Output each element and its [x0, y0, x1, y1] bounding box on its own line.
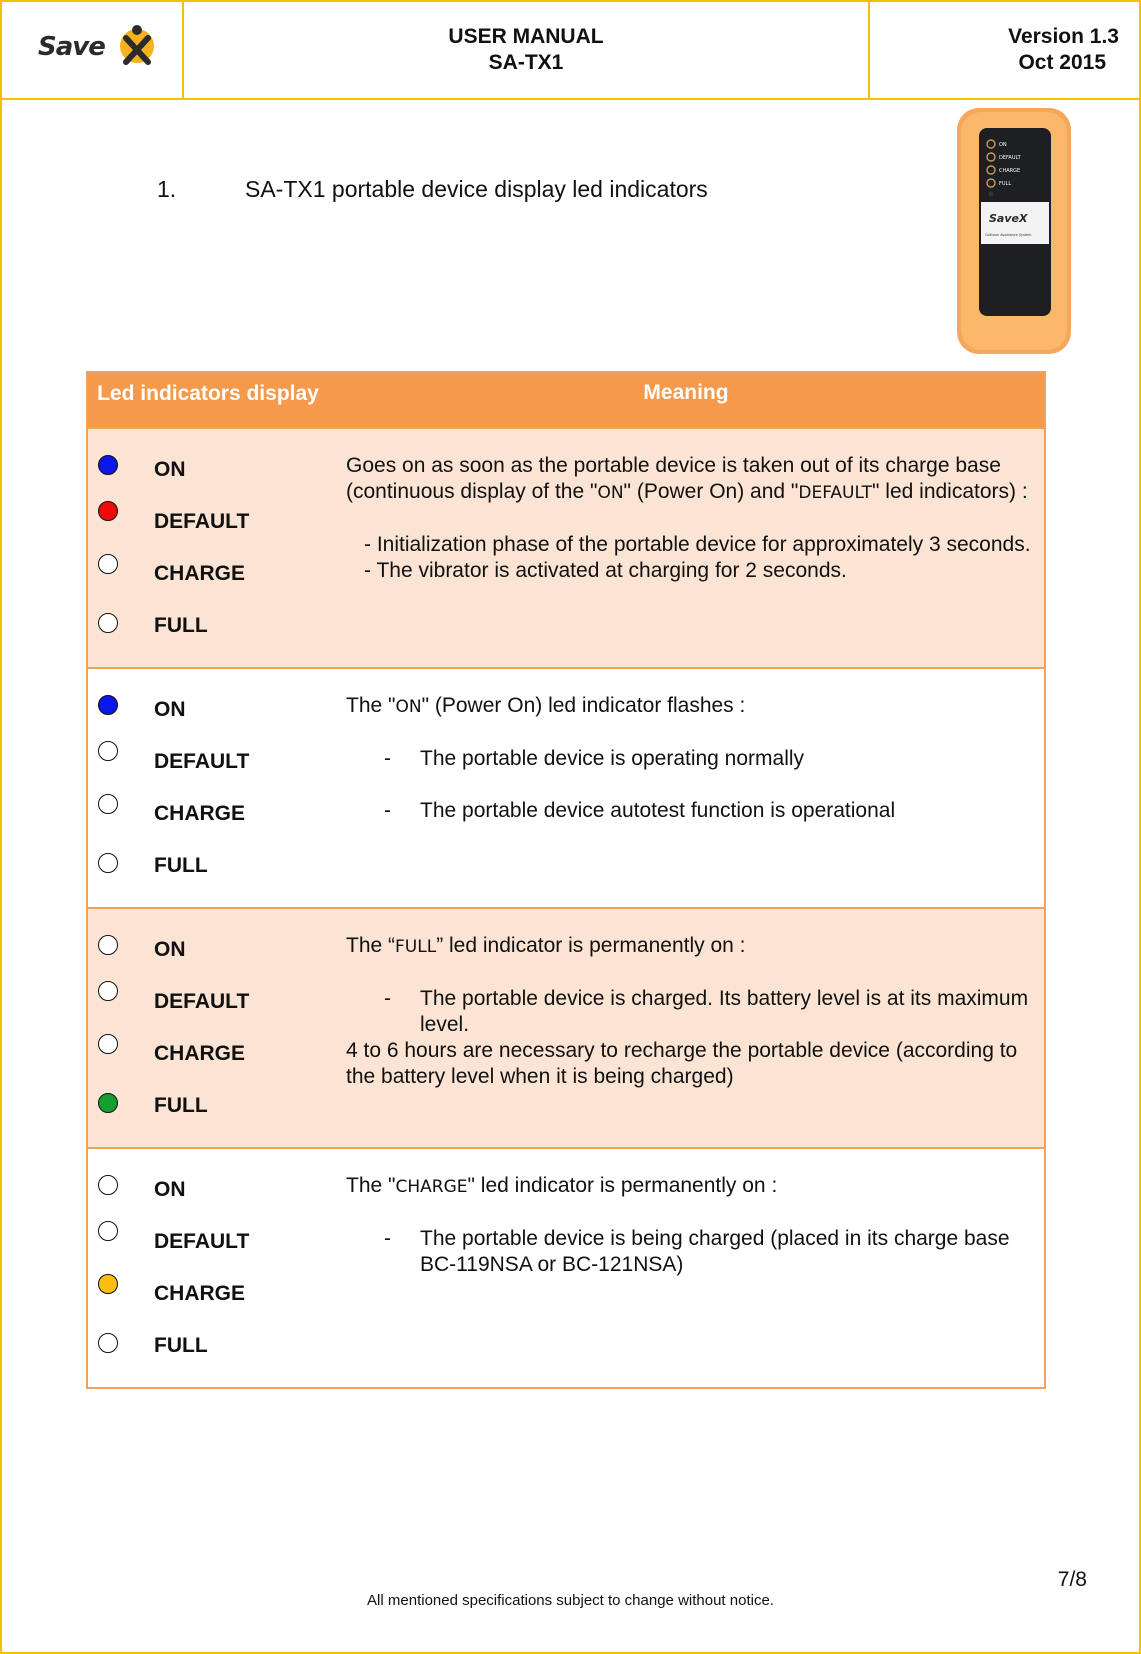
led-full-dot	[98, 1333, 118, 1353]
table-row	[88, 667, 1044, 907]
doc-model: SA-TX1	[488, 51, 564, 74]
led-default-dot	[98, 501, 118, 521]
version-cell	[870, 2, 1139, 98]
led-label: DEFAULT	[154, 750, 250, 773]
led-label: CHARGE	[154, 802, 246, 825]
doc-version: Version 1.3	[1008, 25, 1119, 48]
page-header	[2, 2, 1139, 100]
logo-cell	[2, 2, 184, 98]
meaning-line: - The vibrator is activated at charging for 2 seconds.	[364, 559, 847, 582]
header-meaning: Meaning	[643, 381, 729, 404]
meaning-text: The "CHARGE" led indicator is permanently on : - The portable device is being charged (placed in its charge base BC-119NSA or BC-121NSA)	[346, 1174, 1010, 1276]
meaning-bullet: The portable device is operating normally	[420, 747, 805, 770]
led-default-dot	[98, 741, 118, 761]
device-subtitle: Collision Avoidance System	[985, 233, 1032, 237]
table-row	[88, 427, 1044, 667]
doc-title: USER MANUAL	[448, 25, 604, 48]
savex-logo	[38, 24, 158, 74]
meaning-line: - Initialization phase of the portable device for approximately 3 seconds.	[364, 533, 1031, 556]
led-label: DEFAULT	[154, 990, 250, 1013]
led-on-dot	[98, 455, 118, 475]
led-on-dot	[98, 695, 118, 715]
device-led-full: FULL	[999, 181, 1012, 187]
header-led-indicators: Led indicators display	[97, 382, 319, 405]
section-title: SA-TX1 portable device display led indicators	[245, 176, 708, 202]
table-row	[88, 1147, 1044, 1387]
led-full-dot	[98, 1093, 118, 1113]
led-label: ON	[154, 1178, 186, 1201]
led-label: FULL	[154, 614, 208, 637]
led-indicator-table	[86, 371, 1046, 1389]
logo-x-mark	[118, 24, 156, 68]
led-label: DEFAULT	[154, 1230, 250, 1253]
meaning-note: 4 to 6 hours are necessary to recharge the portable device (according to the battery level when it is being charged)	[346, 1039, 1018, 1088]
meaning-text: Goes on as soon as the portable device is taken out of its charge base (continuous display of the "ON" (Power On) and "DEFAULT" led indicators) : - Initialization phase of the portable device for approximately 3 seconds. - The vibrator is activated at charging for 2 seconds.	[346, 453, 1036, 584]
led-label: FULL	[154, 854, 208, 877]
footer-disclaimer: All mentioned specifications subject to change without notice.	[367, 1592, 774, 1609]
device-led-charge: CHARGE	[999, 168, 1021, 174]
led-label: FULL	[154, 1334, 208, 1357]
logo-text: Save	[38, 32, 105, 62]
led-label: DEFAULT	[154, 510, 250, 533]
table-row	[88, 907, 1044, 1147]
device-brand: SaveX	[989, 212, 1028, 225]
led-label: FULL	[154, 1094, 208, 1117]
page-number: 7/8	[1057, 1568, 1087, 1591]
meaning-text: The “FULL” led indicator is permanently on : - The portable device is charged. Its battery level is at its maximum level. 4 to 6 hours are necessary to recharge the portable device (according to the battery level when it is being charged)	[346, 933, 1036, 1090]
device-led-default: DEFAULT	[999, 155, 1021, 161]
led-full-dot	[98, 613, 118, 633]
led-charge-dot	[98, 1274, 118, 1294]
led-default-dot	[98, 981, 118, 1001]
led-label: CHARGE	[154, 1042, 246, 1065]
led-on-dot	[98, 1175, 118, 1195]
led-label: CHARGE	[154, 562, 246, 585]
led-charge-dot	[98, 554, 118, 574]
led-on-dot	[98, 935, 118, 955]
led-default-dot	[98, 1221, 118, 1241]
section-heading	[157, 176, 708, 203]
led-label: CHARGE	[154, 1282, 246, 1305]
doc-date: Oct 2015	[1018, 51, 1106, 74]
meaning-bullet: The portable device autotest function is operational	[420, 799, 896, 822]
led-label: ON	[154, 938, 186, 961]
meaning-bullet: The portable device is charged. Its battery level is at its maximum level.	[420, 987, 1029, 1036]
section-number: 1.	[157, 176, 177, 202]
led-charge-dot	[98, 794, 118, 814]
table-header	[88, 373, 1044, 427]
meaning-bullet: The portable device is being charged (placed in its charge base BC-119NSA or BC-121NSA)	[420, 1227, 1010, 1276]
led-full-dot	[98, 853, 118, 873]
device-image	[955, 106, 1073, 356]
led-charge-dot	[98, 1034, 118, 1054]
meaning-text: The "ON" (Power On) led indicator flashes : - The portable device is operating normally - The portable device autotest function is operational	[346, 694, 896, 822]
device-led-on: ON	[999, 142, 1007, 148]
led-label: ON	[154, 698, 186, 721]
led-label: ON	[154, 458, 186, 481]
title-cell	[184, 2, 870, 98]
